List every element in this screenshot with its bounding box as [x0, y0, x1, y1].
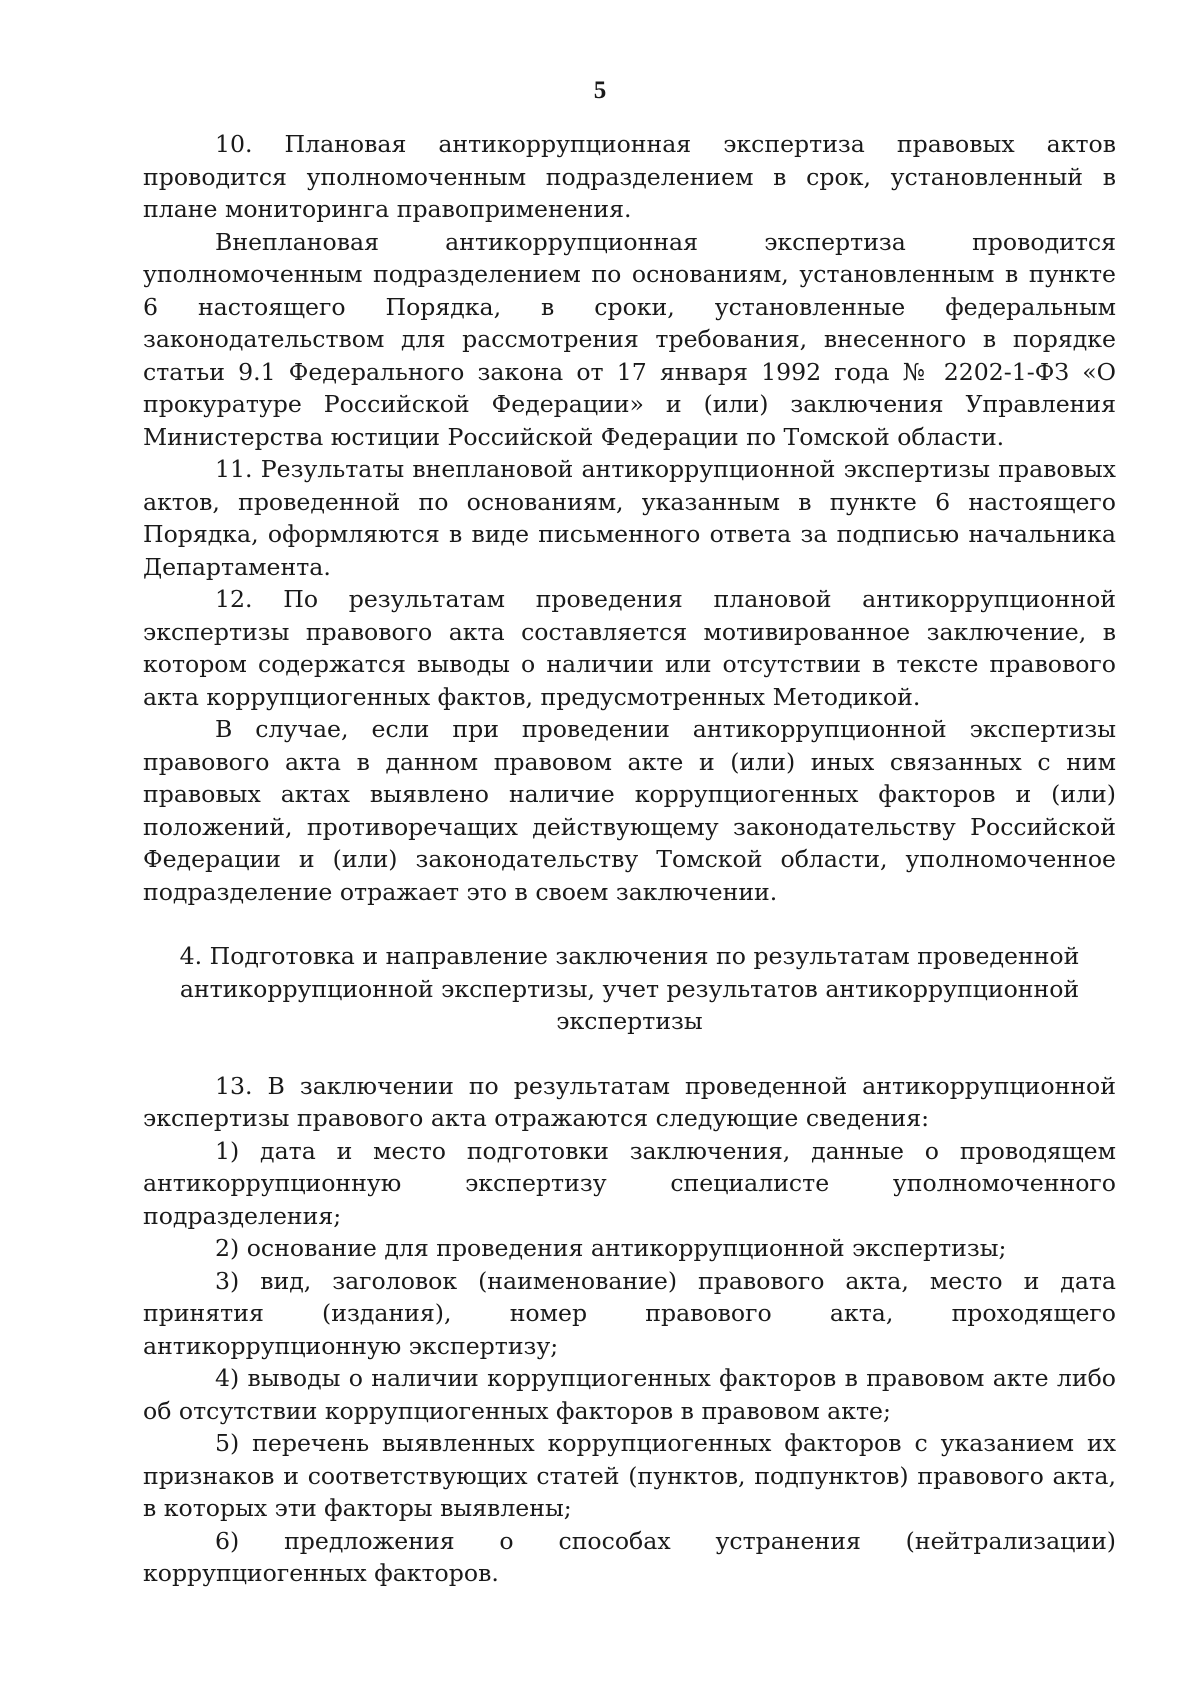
list-item-5: 5) перечень выявленных коррупциогенных факторов с указанием их признаков и соответствующих статей (пунктов, подпунктов) правового акта, в которых эти факторы выявлены; [143, 1429, 1116, 1522]
section-heading-4 [143, 940, 1116, 1038]
list-item-4: 4) выводы о наличии коррупциогенных факторов в правовом акте либо об отсутствии коррупциогенных факторов в правовом акте; [143, 1364, 1116, 1425]
list-item-6: 6) предложения о способах устранения (нейтрализации) коррупциогенных факторов. [143, 1526, 1116, 1587]
section-heading-line: 4. Подготовка и направление заключения по результатам проведенной [179, 942, 1080, 970]
list-item-1: 1) дата и место подготовки заключения, данные о проводящем антикоррупционную экспертизу специалисте уполномоченного подразделения; [143, 1136, 1116, 1230]
list-item-2: 2) основание для проведения антикоррупционной экспертизы; [215, 1234, 1007, 1262]
paragraph-case-detected: В случае, если при проведении антикоррупционной экспертизы правового акта в данном правовом акте и (или) иных связанных с ним правовых актах выявлено наличие коррупциогенных факторов и (или) положений, противоречащих действующему законодательству Российской Федерации и (или) законодательству Томской области, уполномоченное подразделение отражает это в своем заключении. [143, 715, 1116, 906]
section-heading-line: антикоррупционной экспертизы, учет результатов антикоррупционной [179, 974, 1080, 1003]
paragraph-10: 10. Плановая антикоррупционная экспертиза правовых актов проводится уполномоченным подразделением в срок, установленный в плане мониторинга правоприменения. [143, 130, 1116, 223]
paragraph-11: 11. Результаты внеплановой антикоррупционной экспертизы правовых актов, проведенной по основаниям, указанным в пункте 6 настоящего Порядка, оформляются в виде письменного ответа за подписью начальника Департамента. [143, 455, 1116, 581]
section-heading-line: экспертизы [556, 1007, 703, 1035]
paragraph-12: 12. По результатам проведения плановой антикоррупционной экспертизы правового акта составляется мотивированное заключение, в котором содержатся выводы о наличии или отсутствии в тексте правового акта коррупциогенных фактов, предусмотренных Методикой. [143, 585, 1116, 711]
document-body [143, 128, 1116, 1590]
page-number: 5 [593, 77, 607, 104]
list-item-3: 3) вид, заголовок (наименование) правового акта, место и дата принятия (издания), номер правового акта, проходящего антикоррупционную экспертизу; [143, 1266, 1116, 1360]
paragraph-unscheduled-expertise: Внеплановая антикоррупционная экспертиза проводится уполномоченным подразделением по основаниям, установленным в пункте 6 настоящего Порядка, в сроки, установленные федеральным законодательством для рассмотрения требования, внесенного в порядке статьи 9.1 Федерального закона от 17 января 1992 года № 2202-1-ФЗ «О прокуратуре Российской Федерации» и (или) заключения Управления Министерства юстиции Российской Федерации по Томской области. [143, 227, 1116, 451]
paragraph-13: 13. В заключении по результатам проведенной антикоррупционной экспертизы правового акта отражаются следующие сведения: [143, 1071, 1116, 1132]
